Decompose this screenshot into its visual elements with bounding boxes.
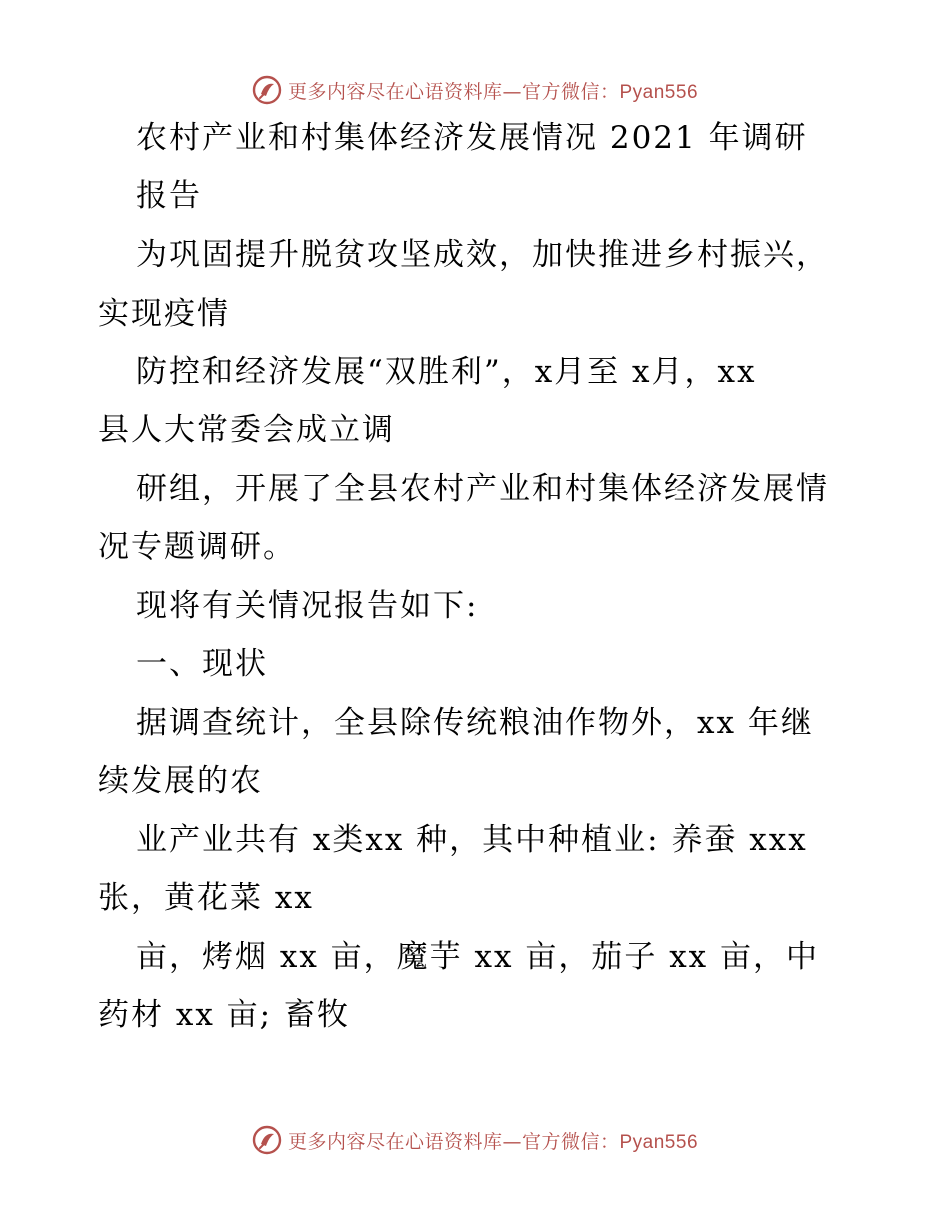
watermark-official: 官方微信： — [521, 1130, 620, 1153]
paragraph-line: 业产业共有 x类xx 种，其中种植业: 养蚕 xxx — [136, 822, 808, 858]
paragraph-line: 防控和经济发展“双胜利”，x月至 x月，xx — [136, 354, 757, 390]
watermark-banner-bottom — [0, 1120, 950, 1160]
watermark-text — [288, 77, 698, 104]
document-title-line-1: 农村产业和村集体经济发展情况 2021 年调研 — [136, 120, 808, 156]
watermark-dash: — — [502, 80, 522, 103]
document-title-line-2: 报告 — [136, 178, 202, 214]
logo-icon — [252, 75, 282, 105]
watermark-brand: 更多内容尽在心语资料库 — [287, 1130, 503, 1153]
section-heading: 一、现状 — [136, 646, 268, 682]
paragraph-line: 药材 xx 亩; 畜牧 — [98, 997, 350, 1033]
paragraph-line: 据调查统计，全县除传统粮油作物外，xx 年继 — [136, 705, 814, 741]
watermark-text — [288, 1127, 698, 1154]
paragraph-line: 县人大常委会成立调 — [98, 412, 395, 448]
paragraph-line: 况专题调研。 — [98, 529, 296, 565]
paragraph-line: 现将有关情况报告如下: — [136, 588, 479, 624]
logo-icon — [252, 1125, 282, 1155]
watermark-official: 官方微信： — [521, 80, 620, 103]
paragraph-line: 研组，开展了全县农村产业和村集体经济发展情 — [136, 471, 829, 507]
watermark-banner-top — [0, 70, 950, 110]
watermark-account: Pyan556 — [619, 1131, 699, 1153]
paragraph-line: 张，黄花菜 xx — [98, 880, 314, 916]
watermark-account: Pyan556 — [619, 81, 699, 103]
paragraph-line: 亩，烤烟 xx 亩，魔芋 xx 亩，茄子 xx 亩，中 — [136, 939, 820, 975]
paragraph-line: 续发展的农 — [98, 763, 263, 799]
watermark-dash: — — [502, 1130, 522, 1153]
paragraph-line: 实现疫情 — [98, 296, 230, 332]
paragraph-line: 为巩固提升脱贫攻坚成效，加快推进乡村振兴， — [136, 237, 829, 273]
watermark-brand: 更多内容尽在心语资料库 — [287, 80, 503, 103]
